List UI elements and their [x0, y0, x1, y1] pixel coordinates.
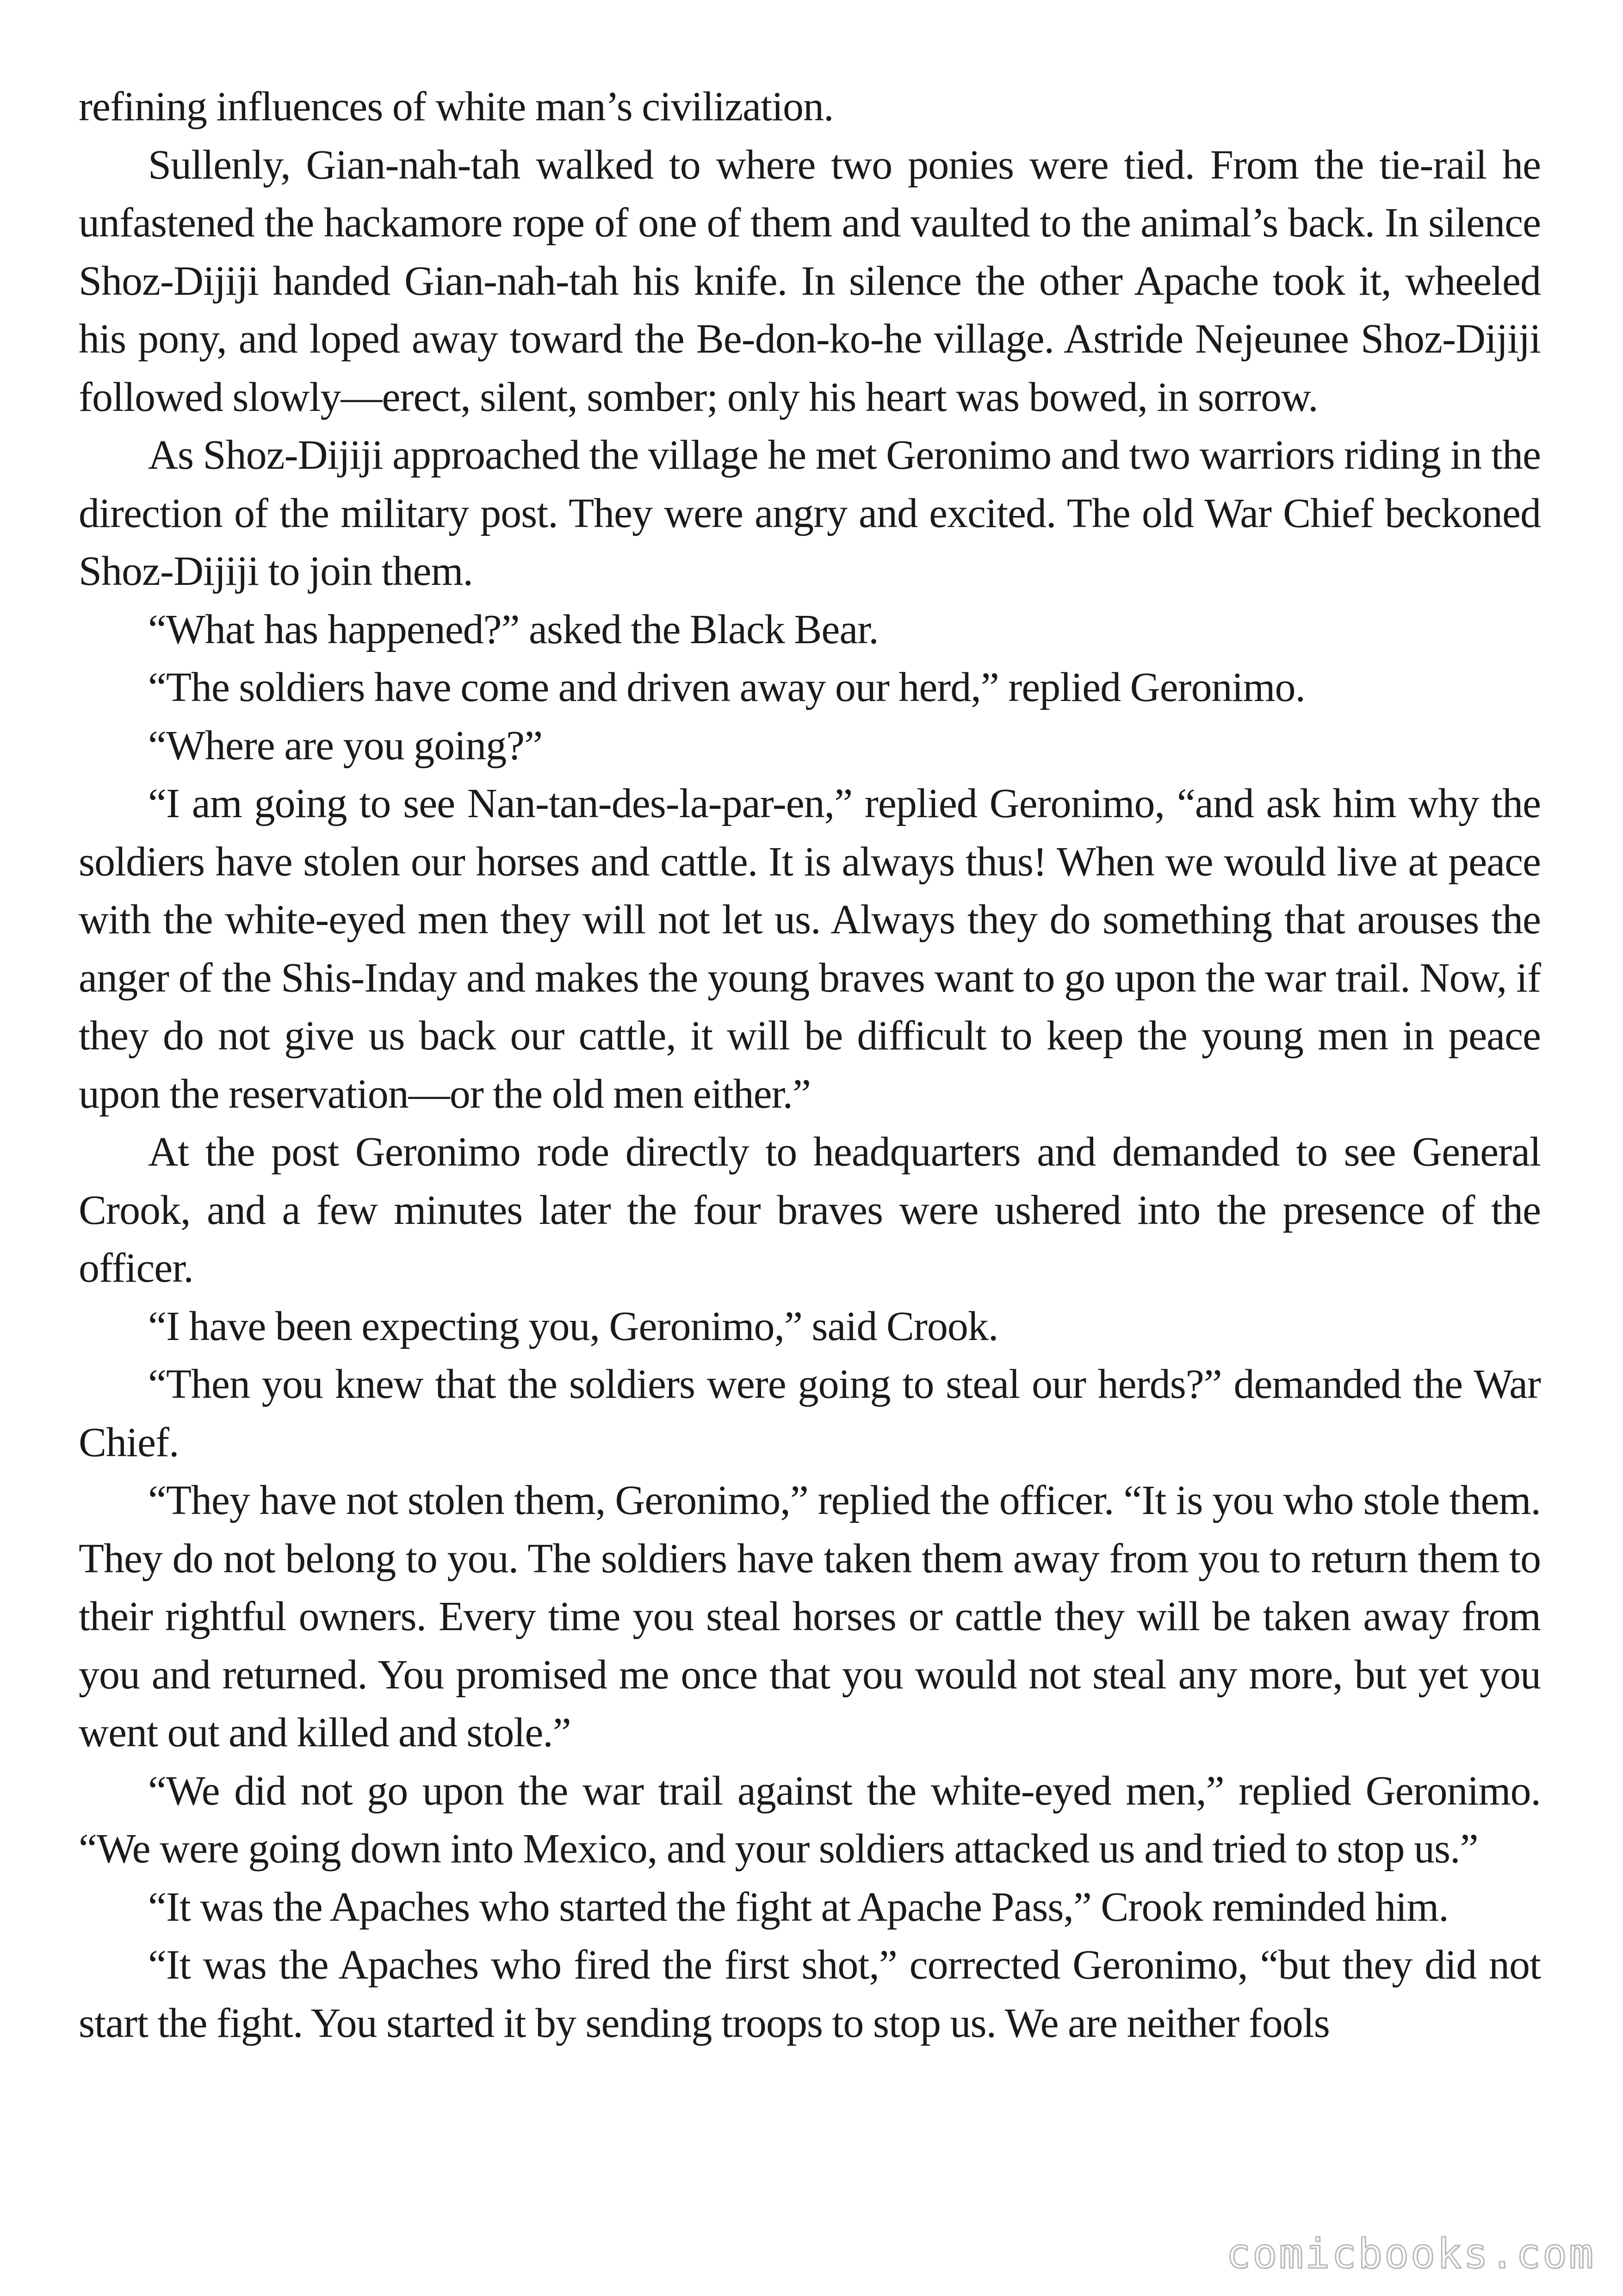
paragraph: “It was the Apaches who started the fight at Apache Pass,” Crook reminded him.: [148, 1884, 1449, 1930]
paragraph: “I have been expecting you, Geronimo,” said Crook.: [148, 1303, 998, 1349]
paragraph: “The soldiers have come and driven away our herd,” replied Geronimo.: [148, 664, 1306, 710]
watermark: comicbooks.com: [1226, 2230, 1595, 2277]
paragraph: “Then you knew that the soldiers were going to steal our herds?” demanded the War Chief.: [79, 1361, 1541, 1465]
paragraph: “Where are you going?”: [148, 722, 543, 769]
paragraph: “We did not go upon the war trail against the white-eyed men,” replied Geronimo. “We were going down into Mexico, and your soldiers attacked us and tried to stop us.”: [79, 1768, 1541, 1872]
paragraph: “I am going to see Nan-tan-des-la-par-en,” replied Geronimo, “and ask him why the soldiers have stolen our horses and cattle. It is always thus! When we would live at peace with the white-eyed men they will not let us. Always they do something that arouses the anger of the Shis-Inday and makes the young braves want to go upon the war trail. Now, if they do not give us back our cattle, it will be difficult to keep the young men in peace upon the reservation—or the old men either.”: [79, 781, 1541, 1117]
paragraph: “They have not stolen them, Geronimo,” replied the officer. “It is you who stole them. They do not belong to you. The soldiers have taken them away from you to return them to their rightful owners. Every time you steal horses or cattle they will be taken away from you and returned. You promised me once that you would not steal any more, but yet you went out and killed and stole.”: [79, 1477, 1541, 1756]
paragraph: As Shoz-Dijiji approached the village he met Geronimo and two warriors riding in the direction of the military post. They were angry and excited. The old War Chief beckoned Shoz-Dijiji to join them.: [79, 432, 1541, 594]
paragraph: “It was the Apaches who fired the first shot,” corrected Geronimo, “but they did not start the fight. You started it by sending troops to stop us. We are neither fools: [79, 1942, 1541, 2046]
paragraph: At the post Geronimo rode directly to headquarters and demanded to see General Crook, and a few minutes later the four braves were ushered into the presence of the officer.: [79, 1129, 1541, 1291]
paragraph: “What has happened?” asked the Black Bear.: [148, 606, 879, 652]
paragraph: refining influences of white man’s civilization.: [79, 84, 834, 130]
paragraph: Sullenly, Gian-nah-tah walked to where two ponies were tied. From the tie-rail he unfastened the hackamore rope of one of them and vaulted to the animal’s back. In silence Shoz-Dijiji handed Gian-nah-tah his knife. In silence the other Apache took it, wheeled his pony, and loped away toward the Be-don-ko-he village. Astride Nejeunee Shoz-Dijiji followed slowly—erect, silent, somber; only his heart was bowed, in sorrow.: [79, 142, 1541, 420]
page-body: [79, 78, 1541, 2052]
